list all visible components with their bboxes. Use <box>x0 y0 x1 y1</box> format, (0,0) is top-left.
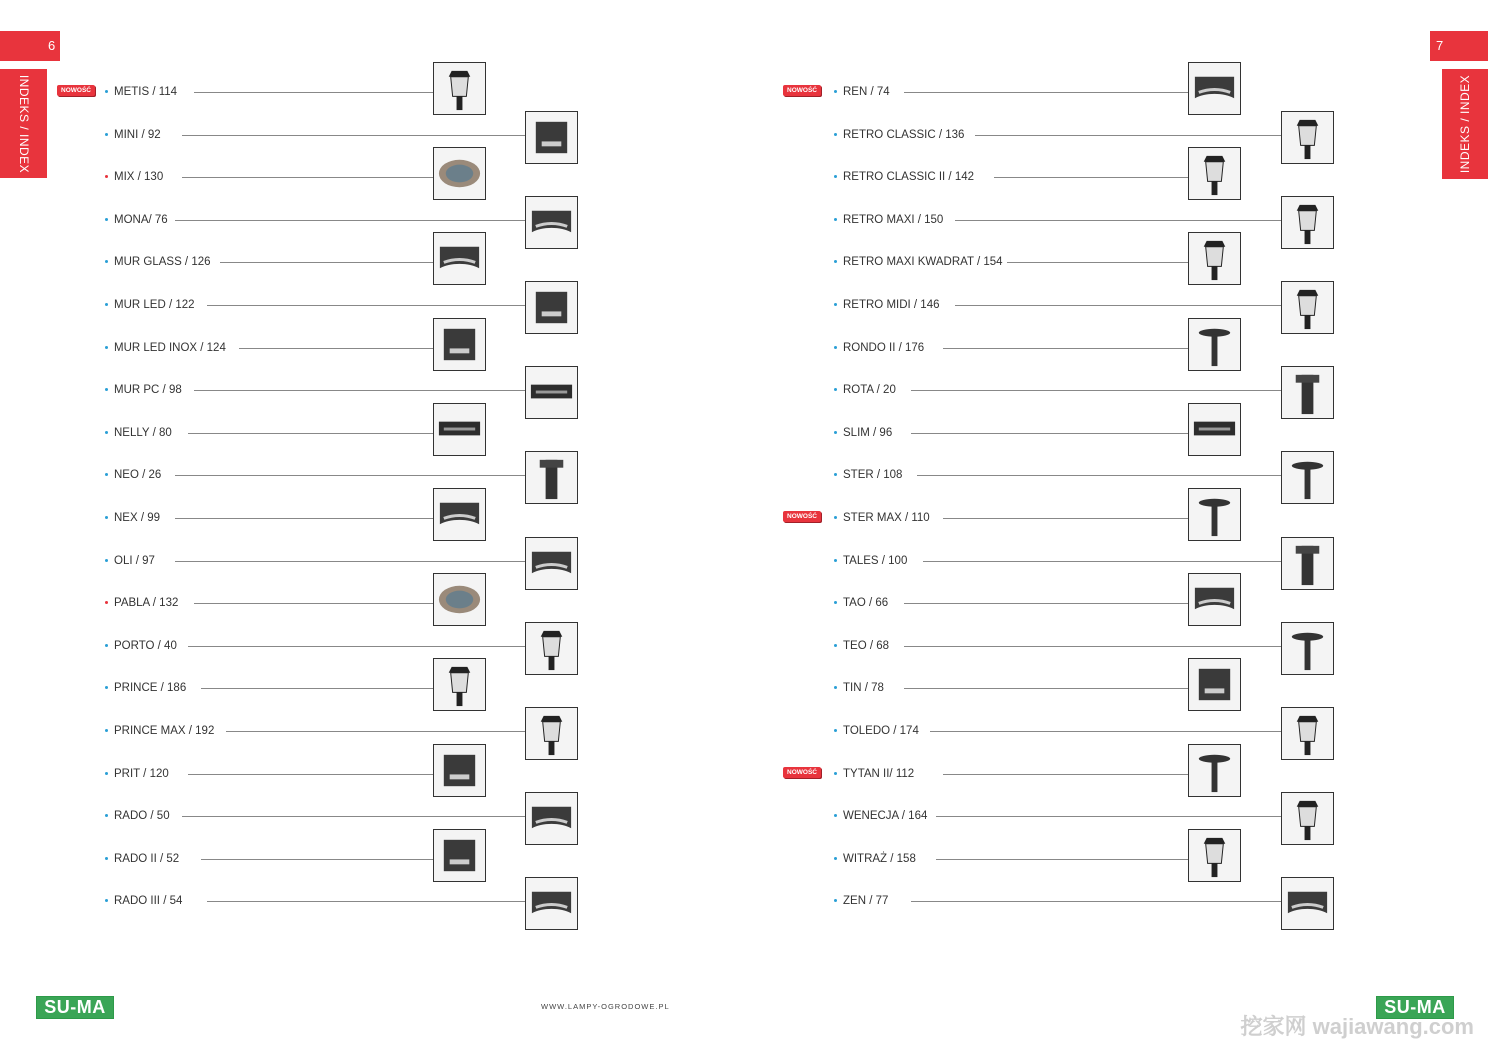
entry-label[interactable]: RETRO CLASSIC / 136 <box>843 128 965 141</box>
entry-label[interactable]: WITRAŻ / 158 <box>843 852 916 865</box>
index-entry[interactable] <box>0 681 1488 695</box>
entry-label[interactable]: MINI / 92 <box>114 128 161 141</box>
entry-label[interactable]: OLI / 97 <box>114 554 155 567</box>
bullet-dot <box>834 218 837 221</box>
index-entry[interactable] <box>0 255 1488 269</box>
leader-line <box>923 561 1281 562</box>
mushroom-post-light-icon[interactable] <box>1281 451 1334 504</box>
entry-label[interactable]: RETRO MIDI / 146 <box>843 299 940 311</box>
bullet-dot <box>834 260 837 263</box>
entry-label[interactable]: NEX / 99 <box>114 512 161 524</box>
bollard-icon[interactable] <box>1281 366 1334 419</box>
leader-line <box>936 816 1281 817</box>
entry-label[interactable]: RETRO MAXI / 150 <box>843 213 944 226</box>
entry-label[interactable]: TOLEDO / 174 <box>843 725 919 737</box>
entry-label[interactable]: TIN / 78 <box>843 682 884 695</box>
bullet-dot <box>834 686 837 689</box>
entry-label[interactable]: MIX / 130 <box>114 171 164 184</box>
index-entry[interactable] <box>0 852 1488 866</box>
leader-line <box>911 390 1281 391</box>
entry-label[interactable]: PABLA / 132 <box>114 597 179 610</box>
bullet-dot <box>834 303 837 306</box>
index-entry[interactable] <box>0 341 1488 355</box>
leader-line <box>904 92 1188 93</box>
leader-line <box>904 688 1188 689</box>
saucer-post-light-icon[interactable] <box>1281 622 1334 675</box>
stained-glass-lantern-icon[interactable] <box>1188 829 1241 882</box>
leader-line <box>943 348 1188 349</box>
disc-post-light-icon[interactable] <box>1188 318 1241 371</box>
right-index-tab-label: INDEKS / INDEX <box>1458 74 1472 174</box>
bullet-dot <box>834 857 837 860</box>
new-badge: NOWOŚĆ <box>783 85 821 96</box>
entry-label[interactable]: ROTA / 20 <box>843 384 896 397</box>
index-entry[interactable] <box>0 128 1488 142</box>
left-page-number-text: 6 <box>48 38 56 53</box>
slim-wall-light-icon[interactable] <box>1188 403 1241 456</box>
bullet-dot <box>834 729 837 732</box>
bullet-dot <box>834 388 837 391</box>
street-light-head-icon[interactable] <box>1188 744 1241 797</box>
entry-label[interactable]: TALES / 100 <box>843 554 908 567</box>
left-page-number <box>0 31 60 61</box>
right-page-number <box>1430 31 1488 61</box>
entry-label[interactable]: PRINCE MAX / 192 <box>114 725 215 737</box>
venetian-wall-lantern-icon[interactable] <box>1281 792 1334 845</box>
entry-label[interactable]: RETRO MAXI KWADRAT / 154 <box>843 256 1003 269</box>
bullet-dot <box>834 516 837 519</box>
bullet-dot <box>834 473 837 476</box>
cage-bollard-icon[interactable] <box>1281 537 1334 590</box>
entry-label[interactable]: TAO / 66 <box>843 597 889 610</box>
entry-label[interactable]: MUR LED / 122 <box>114 299 195 311</box>
new-badge: NOWOŚĆ <box>783 767 821 778</box>
curved-wall-light-icon[interactable] <box>1188 573 1241 626</box>
index-entry[interactable] <box>0 383 1488 397</box>
cube-wall-light-icon[interactable] <box>1281 877 1334 930</box>
entry-label[interactable]: WENECJA / 164 <box>843 810 928 823</box>
leader-line <box>975 135 1281 136</box>
left-logo-text: SU-MA <box>44 997 106 1017</box>
index-entry[interactable] <box>0 767 1488 781</box>
leader-line <box>943 774 1188 775</box>
entry-label[interactable]: STER / 108 <box>843 469 903 482</box>
new-badge: NOWOŚĆ <box>783 511 821 522</box>
index-entry[interactable] <box>0 809 1488 823</box>
square-lantern-icon[interactable] <box>1188 232 1241 285</box>
ornate-lantern-icon[interactable] <box>1281 707 1334 760</box>
index-entry[interactable] <box>0 596 1488 610</box>
bullet-dot <box>834 90 837 93</box>
entry-label[interactable]: PRINCE / 186 <box>114 682 187 695</box>
index-entry[interactable] <box>0 170 1488 184</box>
bullet-dot <box>834 601 837 604</box>
leader-line <box>955 220 1281 221</box>
leader-line <box>904 603 1188 604</box>
entry-label[interactable]: NEO / 26 <box>114 469 162 482</box>
entry-label[interactable]: MONA/ 76 <box>114 213 168 226</box>
entry-label[interactable]: RADO III / 54 <box>114 895 183 908</box>
entry-label[interactable]: MUR LED INOX / 124 <box>114 341 226 354</box>
entry-label[interactable]: RONDO II / 176 <box>843 341 925 354</box>
leader-line <box>994 177 1188 178</box>
leader-line <box>1007 262 1188 263</box>
entry-label[interactable]: PORTO / 40 <box>114 639 177 652</box>
entry-label[interactable]: RADO II / 52 <box>114 852 180 865</box>
wall-light-icon[interactable] <box>1188 62 1241 115</box>
entry-label[interactable]: MUR GLASS / 126 <box>114 256 211 269</box>
leader-line <box>943 518 1188 519</box>
bullet-dot <box>834 772 837 775</box>
entry-label[interactable]: RADO / 50 <box>114 810 170 823</box>
bullet-dot <box>834 346 837 349</box>
leader-line <box>904 646 1281 647</box>
index-entry[interactable] <box>0 894 1488 908</box>
index-entry[interactable] <box>0 724 1488 738</box>
right-logo-text: SU-MA <box>1384 997 1446 1017</box>
bullet-dot <box>834 814 837 817</box>
bullet-dot <box>834 559 837 562</box>
hanging-lantern-icon[interactable] <box>1188 147 1241 200</box>
post-top-lantern-icon[interactable] <box>1281 281 1334 334</box>
leader-line <box>911 901 1281 902</box>
entry-label[interactable]: STER MAX / 110 <box>843 512 930 524</box>
bullet-dot <box>834 133 837 136</box>
leader-line <box>917 475 1281 476</box>
entry-label[interactable]: PRIT / 120 <box>114 767 169 780</box>
entry-label[interactable]: SLIM / 96 <box>843 426 893 439</box>
bullet-dot <box>834 431 837 434</box>
entry-label[interactable]: NELLY / 80 <box>114 426 172 439</box>
entry-label[interactable]: REN / 74 <box>843 86 890 98</box>
bullet-dot <box>834 899 837 902</box>
entry-label[interactable]: MUR PC / 98 <box>114 384 182 397</box>
bullet-dot <box>834 175 837 178</box>
leader-line <box>911 433 1188 434</box>
index-entry[interactable] <box>0 298 1488 312</box>
leader-line <box>930 731 1281 732</box>
entry-label[interactable]: TEO / 68 <box>843 639 890 652</box>
index-entry[interactable] <box>0 85 1488 99</box>
leader-line <box>936 859 1188 860</box>
right-page-number-text: 7 <box>1436 38 1444 53</box>
website-url[interactable]: WWW.LAMPY-OGRODOWE.PL <box>541 1002 670 1011</box>
index-entry[interactable] <box>0 554 1488 568</box>
white-cube-light-icon[interactable] <box>1188 658 1241 711</box>
bracket-lantern-icon[interactable] <box>1281 196 1334 249</box>
left-index-tab-label: INDEKS / INDEX <box>16 74 31 173</box>
entry-label[interactable]: ZEN / 77 <box>843 895 889 908</box>
index-entry[interactable] <box>0 511 1488 525</box>
watermark: 挖家网 wajiawang.com <box>1240 1014 1474 1039</box>
new-badge: NOWOŚĆ <box>57 85 95 96</box>
entry-label[interactable]: METIS / 114 <box>114 86 178 98</box>
index-entry[interactable] <box>0 468 1488 482</box>
bullet-dot <box>834 644 837 647</box>
entry-label[interactable]: TYTAN II/ 112 <box>843 767 915 780</box>
index-entry[interactable] <box>0 213 1488 227</box>
left-suma-logo <box>36 996 114 1019</box>
leader-line <box>955 305 1281 306</box>
entry-label[interactable]: RETRO CLASSIC II / 142 <box>843 171 975 184</box>
index-entry[interactable] <box>0 639 1488 653</box>
index-entry[interactable] <box>0 426 1488 440</box>
wall-lantern-icon[interactable] <box>1281 111 1334 164</box>
mushroom-post-light-icon[interactable] <box>1188 488 1241 541</box>
